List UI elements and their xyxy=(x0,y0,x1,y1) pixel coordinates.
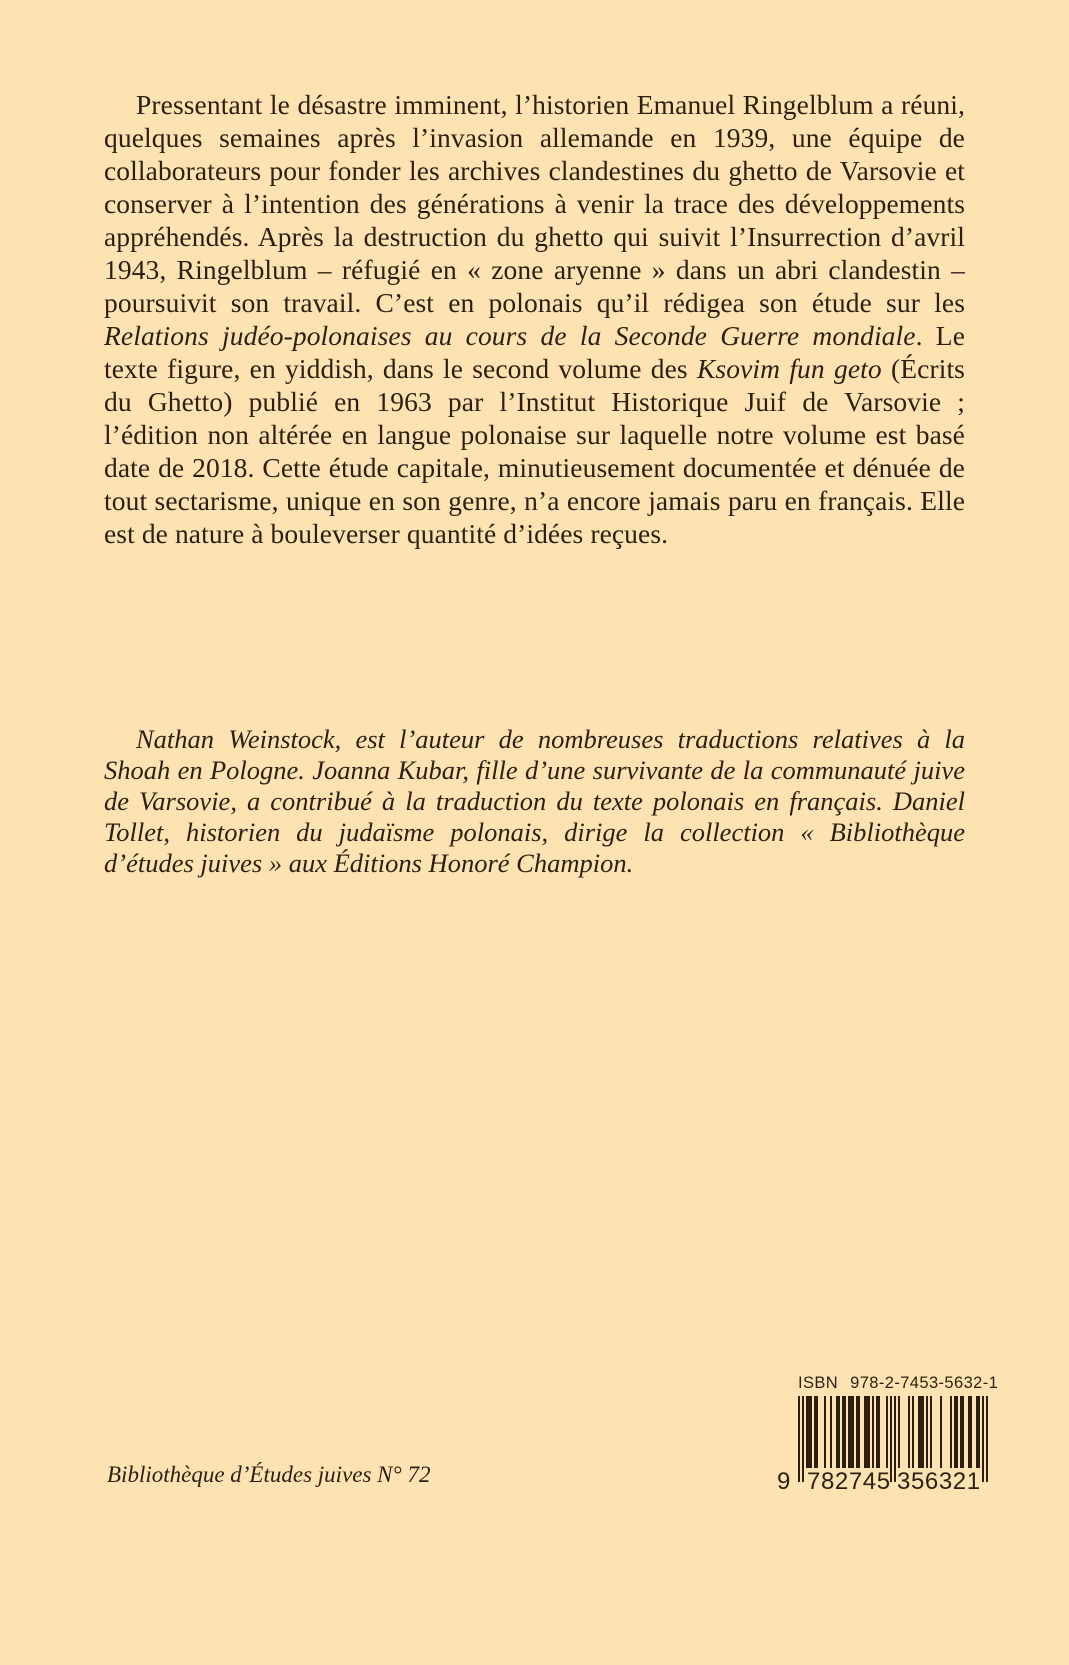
isbn-number: 978-2-7453-5632-1 xyxy=(850,1374,999,1392)
isbn-label: ISBN xyxy=(798,1374,839,1392)
barcode-digit-group-first: 9 xyxy=(777,1468,791,1495)
isbn-line xyxy=(798,1374,998,1393)
barcode-digit-group-right: 356321 xyxy=(897,1468,981,1495)
barcode-digits xyxy=(777,1468,992,1494)
barcode-digit-group-left: 782745 xyxy=(807,1468,891,1495)
collection-series-label: Bibliothèque d’Études juives N° 72 xyxy=(107,1462,431,1487)
synopsis-paragraph: Pressentant le désastre imminent, l’historien Emanuel Ringelblum a réuni, quelques semaines après l’invasion allemande en 1939, une équipe de collaborateurs pour fonder les archives clandestines du ghetto de Varsovie et conserver à l’intention des générations à venir la trace des développements appréhendés. Après la destruction du ghetto qui suivit l’Insurrection d’avril 1943, Ringelblum – réfugié en « zone aryenne » dans un abri clandestin – poursuivit son travail. C’est en polonais qu’il rédigea son étude sur les Relations judéo-polonaises au cours de la Seconde Guerre mondiale. Le texte figure, en yiddish, dans le second volume des Ksovim fun geto (Écrits du Ghetto) publié en 1963 par l’Institut Historique Juif de Varsovie ; l’édition non altérée en langue polonaise sur laquelle notre volume est basé date de 2018. Cette étude capitale, minutieusement documentée et dénuée de tout sectarisme, unique en son genre, n’a encore jamais paru en français. Elle est de nature à bouleverser quantité d’idées reçues. xyxy=(104,89,965,549)
isbn-barcode-block xyxy=(777,1374,999,1498)
contributors-paragraph: Nathan Weinstock, est l’auteur de nombreuses traductions relatives à la Shoah en Pologne. Joanna Kubar, fille d’une survivante de la communauté juive de Varsovie, a contribué à la traduction du texte polonais en français. Daniel Tollet, historien du judaïsme polonais, dirige la collection « Bibliothèque d’études juives » aux Éditions Honoré Champion. xyxy=(104,724,965,878)
